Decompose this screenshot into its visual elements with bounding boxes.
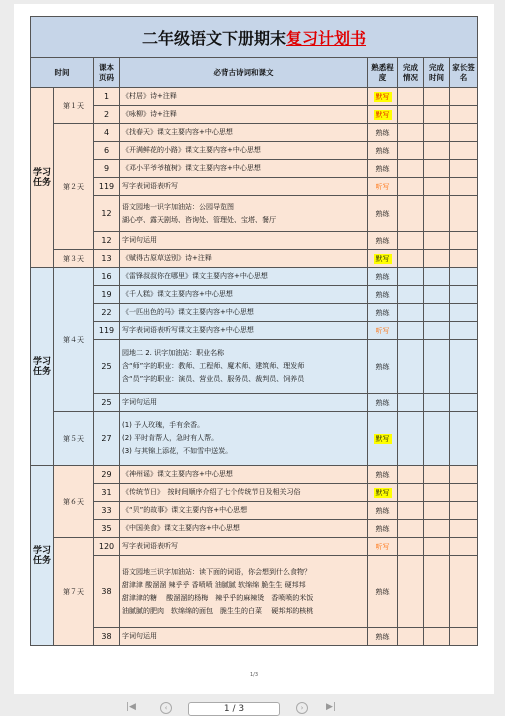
content-cell: 《一匹出色的马》课文主要内容+中心思想 (120, 304, 368, 322)
next-page-icon[interactable]: › (296, 702, 308, 714)
document-page (14, 4, 494, 694)
level-cell: 熟练 (368, 160, 398, 178)
parent-sign-cell[interactable] (450, 502, 478, 520)
level-cell: 熟练 (368, 304, 398, 322)
done-time-cell[interactable] (424, 340, 450, 394)
content-line: (2) 平时肯帮人，急时有人帮。 (122, 434, 219, 442)
table-row (31, 268, 478, 286)
parent-sign-cell[interactable] (450, 232, 478, 250)
page-cell: 25 (94, 340, 120, 394)
level-badge: 默写 (375, 254, 390, 263)
page-indicator: 1/3 (249, 672, 259, 678)
content-line: 园地二 2. 识字加油站：职业名称 (122, 349, 225, 357)
level-cell: 熟练 (368, 394, 398, 412)
page-cell: 13 (94, 250, 120, 268)
done-time-cell[interactable] (424, 484, 450, 502)
page-cell: 38 (94, 556, 120, 628)
page-cell: 22 (94, 304, 120, 322)
done-time-cell[interactable] (424, 304, 450, 322)
parent-sign-cell[interactable] (450, 394, 478, 412)
page-cell: 29 (94, 466, 120, 484)
content-cell: 《雷锋叔叔你在哪里》课文主要内容+中心思想 (120, 268, 368, 286)
done-status-cell[interactable] (398, 538, 424, 556)
done-status-cell[interactable] (398, 88, 424, 106)
content-cell: 《开满鲜花的小路》课文主要内容+中心思想 (120, 142, 368, 160)
level-cell: 熟练 (368, 268, 398, 286)
page-cell: 9 (94, 160, 120, 178)
done-time-cell[interactable] (424, 286, 450, 304)
done-time-cell[interactable] (424, 538, 450, 556)
page-cell: 16 (94, 268, 120, 286)
table-row (31, 178, 478, 196)
done-status-cell[interactable] (398, 466, 424, 484)
done-status-cell[interactable] (398, 322, 424, 340)
table-row (31, 556, 478, 628)
level-cell: 熟练 (368, 196, 398, 232)
parent-sign-cell[interactable] (450, 178, 478, 196)
section-label: 学习任务 (31, 268, 54, 466)
page-cell: 12 (94, 196, 120, 232)
level-cell: 熟练 (368, 628, 398, 646)
level-cell: 熟练 (368, 466, 398, 484)
content-line: 语文园地一识字加油站：公园导览图 (122, 202, 234, 211)
parent-sign-cell[interactable] (450, 628, 478, 646)
content-line: 湖心亭、露天剧场、咨询处、管理处、宝塔、餐厅 (122, 215, 276, 224)
parent-sign-cell[interactable] (450, 484, 478, 502)
day-label: 第６天 (54, 466, 94, 538)
page-cell: 38 (94, 628, 120, 646)
content-cell: 《咏柳》诗+注释 (120, 106, 368, 124)
parent-sign-cell[interactable] (450, 286, 478, 304)
table-row (31, 250, 478, 268)
table-row (31, 484, 478, 502)
title-highlight: 复习计划书 (286, 28, 367, 48)
done-time-cell[interactable] (424, 250, 450, 268)
level-cell: 熟练 (368, 556, 398, 628)
table-row (31, 538, 478, 556)
table-row (31, 340, 478, 394)
content-cell: 《村居》诗+注释 (120, 88, 368, 106)
table-row (31, 466, 478, 484)
done-time-cell[interactable] (424, 628, 450, 646)
content-cell: 字词句运用 (120, 232, 368, 250)
day-label: 第１天 (54, 88, 94, 124)
level-cell: 熟练 (368, 286, 398, 304)
table-row (31, 124, 478, 142)
parent-sign-cell[interactable] (450, 142, 478, 160)
done-time-cell[interactable] (424, 268, 450, 286)
content-line: 油腻腻的肥肉 软绵绵的面包 脆生生的白菜 硬邦邦的核桃 (122, 606, 314, 615)
done-status-cell[interactable] (398, 232, 424, 250)
done-status-cell[interactable] (398, 196, 424, 232)
content-cell: 《传统节日》 按时间顺序介绍了七个传统节日及相关习俗 (120, 484, 368, 502)
content-cell: 字词句运用 (120, 628, 368, 646)
review-plan-table (30, 16, 478, 646)
content-cell: 《“贝”的故事》课文主要内容+中心思想 (120, 502, 368, 520)
page-cell: 12 (94, 232, 120, 250)
content-cell (120, 340, 368, 394)
page-cell: 27 (94, 412, 120, 466)
level-cell: 熟练 (368, 124, 398, 142)
done-status-cell[interactable] (398, 394, 424, 412)
done-status-cell[interactable] (398, 628, 424, 646)
parent-sign-cell[interactable] (450, 106, 478, 124)
parent-sign-cell[interactable] (450, 466, 478, 484)
done-time-cell[interactable] (424, 232, 450, 250)
done-time-cell[interactable] (424, 412, 450, 466)
done-time-cell[interactable] (424, 88, 450, 106)
done-status-cell[interactable] (398, 124, 424, 142)
page-cell: 33 (94, 502, 120, 520)
content-cell: 《找春天》课文主要内容+中心思想 (120, 124, 368, 142)
table-row (31, 142, 478, 160)
content-line: 语文园地三识字加油站：读下面的词语，你会想到什么食物？ (122, 567, 311, 576)
content-line: 含“员”字的职业：演员、营业员、服务员、裁判员、饲养员 (122, 375, 305, 383)
table-row (31, 232, 478, 250)
done-time-cell[interactable] (424, 556, 450, 628)
table-row (31, 196, 478, 232)
done-time-cell[interactable] (424, 124, 450, 142)
content-line: (3) 与其锦上添花，不如雪中送炭。 (122, 447, 233, 455)
done-time-cell[interactable] (424, 322, 450, 340)
done-status-cell[interactable] (398, 142, 424, 160)
content-line: 甜津津的糖 酸溜溜的杨梅 辣乎乎的麻辣烫 香喷喷的米饭 (122, 593, 314, 602)
level-badge: 默写 (375, 434, 390, 443)
done-status-cell[interactable] (398, 502, 424, 520)
done-time-cell[interactable] (424, 106, 450, 124)
content-cell: 《赋得古原草送别》诗+注释 (120, 250, 368, 268)
parent-sign-cell[interactable] (450, 268, 478, 286)
table-row (31, 160, 478, 178)
day-label: 第２天 (54, 124, 94, 250)
content-line: (1) 予人玫瑰，手有余香。 (122, 421, 205, 429)
table-row (31, 88, 478, 106)
page-cell: 119 (94, 322, 120, 340)
table-row (31, 394, 478, 412)
page-cell: 35 (94, 520, 120, 538)
level-badge: 默写 (375, 110, 390, 119)
day-label: 第７天 (54, 538, 94, 646)
level-cell: 熟练 (368, 340, 398, 394)
level-badge: 听写 (375, 182, 390, 191)
level-cell: 熟练 (368, 232, 398, 250)
content-cell: 写字表词语表听写课文主要内容+中心思想 (120, 322, 368, 340)
table-row (31, 412, 478, 466)
page-cell: 31 (94, 484, 120, 502)
day-label: 第３天 (54, 250, 94, 268)
done-time-cell[interactable] (424, 394, 450, 412)
page-cell: 6 (94, 142, 120, 160)
level-badge: 默写 (375, 92, 390, 101)
table-row (31, 520, 478, 538)
table-row (31, 106, 478, 124)
page-cell: 120 (94, 538, 120, 556)
table-row (31, 502, 478, 520)
page-title (31, 17, 478, 58)
table-row (31, 628, 478, 646)
done-status-cell[interactable] (398, 286, 424, 304)
page-number-input[interactable]: 1 / 3 (188, 702, 280, 716)
done-status-cell[interactable] (398, 250, 424, 268)
content-cell: 《千人糕》课文主要内容+中心思想 (120, 286, 368, 304)
done-time-cell[interactable] (424, 520, 450, 538)
section-label: 学习任务 (31, 466, 54, 646)
parent-sign-cell[interactable] (450, 124, 478, 142)
done-status-cell[interactable] (398, 106, 424, 124)
done-time-cell[interactable] (424, 466, 450, 484)
day-label: 第４天 (54, 268, 94, 412)
pdf-navigation-toolbar (0, 700, 505, 713)
done-status-cell[interactable] (398, 412, 424, 466)
page-cell: 19 (94, 286, 120, 304)
header-parent-sign: 家长签名 (450, 58, 478, 88)
level-cell: 熟练 (368, 520, 398, 538)
section-label: 学习任务 (31, 88, 54, 268)
content-cell (120, 196, 368, 232)
content-cell: 《邓小平爷爷植树》课文主要内容+中心思想 (120, 160, 368, 178)
done-status-cell[interactable] (398, 484, 424, 502)
done-status-cell[interactable] (398, 556, 424, 628)
level-cell: 熟练 (368, 142, 398, 160)
page-cell: 25 (94, 394, 120, 412)
content-cell: 写字表词语表听写 (120, 538, 368, 556)
last-page-icon[interactable]: ▶| (326, 702, 336, 712)
level-cell: 熟练 (368, 502, 398, 520)
parent-sign-cell[interactable] (450, 160, 478, 178)
header-time: 时间 (31, 58, 94, 88)
done-time-cell[interactable] (424, 502, 450, 520)
level-badge: 默写 (375, 488, 390, 497)
done-status-cell[interactable] (398, 268, 424, 286)
content-line: 含“师”字的职业：教师、工程师、魔术师、建筑师、理发师 (122, 362, 305, 370)
content-cell: 《中国美食》课文主要内容+中心思想 (120, 520, 368, 538)
page-cell: 4 (94, 124, 120, 142)
content-cell: 写字表词语表听写 (120, 178, 368, 196)
header-page: 课本页码 (94, 58, 120, 88)
level-badge: 听写 (375, 542, 390, 551)
parent-sign-cell[interactable] (450, 196, 478, 232)
page-cell: 2 (94, 106, 120, 124)
done-status-cell[interactable] (398, 178, 424, 196)
header-done-time: 完成时间 (424, 58, 450, 88)
parent-sign-cell[interactable] (450, 322, 478, 340)
parent-sign-cell[interactable] (450, 340, 478, 394)
done-status-cell[interactable] (398, 520, 424, 538)
header-level: 熟悉程度 (368, 58, 398, 88)
parent-sign-cell[interactable] (450, 556, 478, 628)
title-main: 二年级语文下册期末 (141, 28, 286, 48)
content-cell (120, 412, 368, 466)
done-time-cell[interactable] (424, 196, 450, 232)
done-status-cell[interactable] (398, 304, 424, 322)
header-content: 必背古诗词和课文 (120, 58, 368, 88)
previous-page-icon[interactable]: ‹ (160, 702, 172, 714)
parent-sign-cell[interactable] (450, 538, 478, 556)
page-cell: 119 (94, 178, 120, 196)
done-time-cell[interactable] (424, 142, 450, 160)
done-status-cell[interactable] (398, 340, 424, 394)
page-cell: 1 (94, 88, 120, 106)
content-cell: 《神州谣》课文主要内容+中心思想 (120, 466, 368, 484)
done-time-cell[interactable] (424, 160, 450, 178)
done-time-cell[interactable] (424, 178, 450, 196)
day-label: 第５天 (54, 412, 94, 466)
table-row (31, 322, 478, 340)
first-page-icon[interactable]: |◀ (126, 702, 136, 712)
level-badge: 听写 (375, 326, 390, 335)
table-row (31, 286, 478, 304)
parent-sign-cell[interactable] (450, 520, 478, 538)
table-row (31, 304, 478, 322)
content-line: 甜津津 酸溜溜 辣乎乎 香喷喷 油腻腻 软绵绵 脆生生 硬邦邦 (122, 580, 306, 589)
parent-sign-cell[interactable] (450, 304, 478, 322)
content-cell: 字词句运用 (120, 394, 368, 412)
parent-sign-cell[interactable] (450, 250, 478, 268)
header-done-status: 完成情况 (398, 58, 424, 88)
parent-sign-cell[interactable] (450, 412, 478, 466)
parent-sign-cell[interactable] (450, 88, 478, 106)
done-status-cell[interactable] (398, 160, 424, 178)
content-cell (120, 556, 368, 628)
